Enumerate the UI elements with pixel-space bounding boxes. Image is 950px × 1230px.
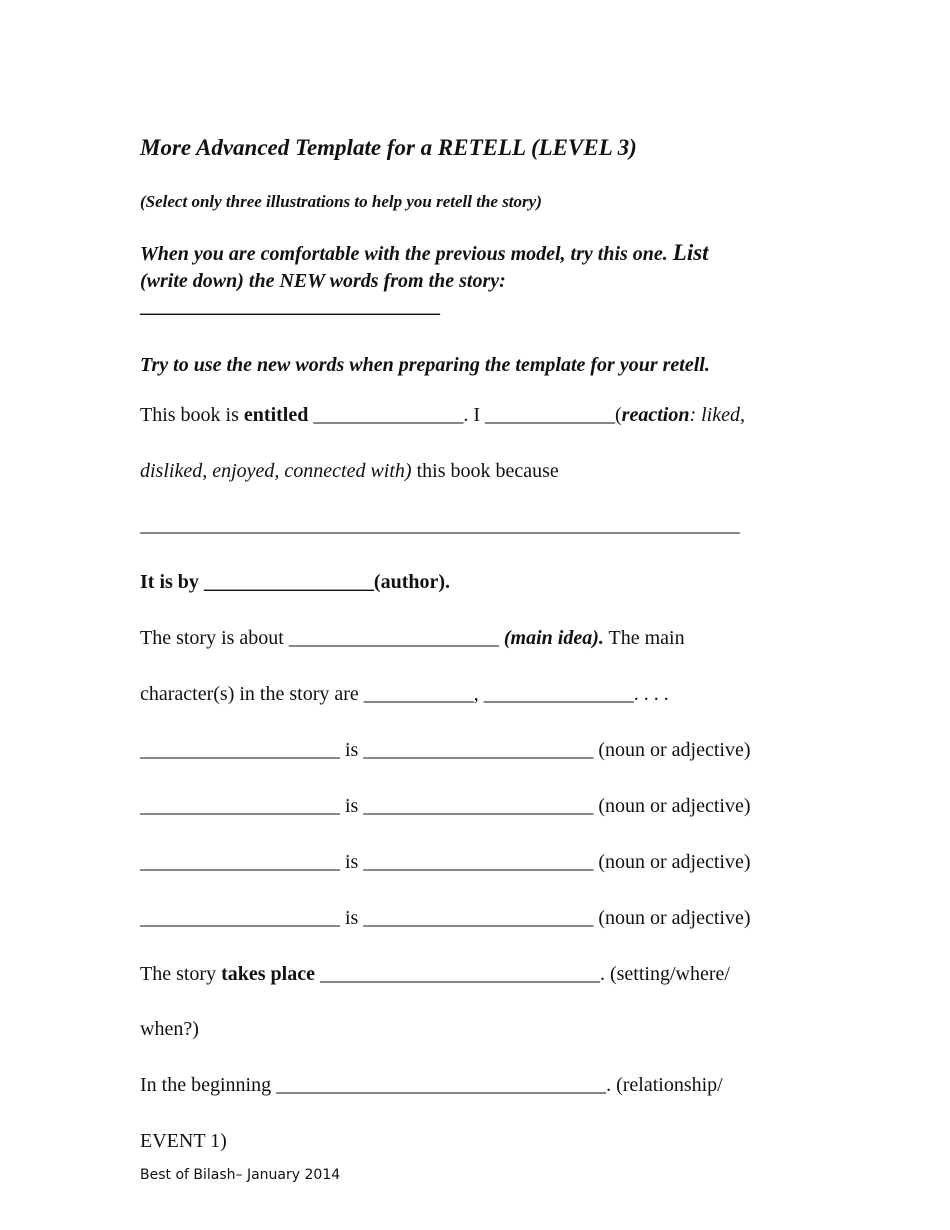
noun-adjective-line: ____________________ is _______________________ (noun or adjective) — [140, 739, 751, 761]
author-line: It is by _________________(author). — [140, 571, 451, 593]
page-title: More Advanced Template for a RETELL (LEVEL 3) — [140, 135, 637, 160]
setting-line: The story takes place ____________________________. (setting/where/ — [140, 963, 730, 985]
page-footer: Best of Bilash– January 2014 — [140, 1167, 341, 1183]
because-blank: ____________________________________________________________ — [140, 514, 740, 536]
characters-line: character(s) in the story are ___________, _______________. . . . — [140, 683, 669, 705]
intro-line-2: (write down) the NEW words from the story: — [140, 270, 506, 292]
main-idea-line: The story is about _____________________ (main idea). The main — [140, 627, 685, 649]
event-label: EVENT 1) — [140, 1130, 227, 1152]
instruction-subtitle: (Select only three illustrations to help you retell the story) — [140, 192, 542, 211]
beginning-line: In the beginning _________________________________. (relationship/ — [140, 1074, 723, 1096]
reaction-line: disliked, enjoyed, connected with) this book because — [140, 460, 559, 482]
noun-adjective-line: ____________________ is _______________________ (noun or adjective) — [140, 851, 751, 873]
noun-adjective-line: ____________________ is _______________________ (noun or adjective) — [140, 795, 751, 817]
book-title-line: This book is entitled _______________. I _____________(reaction: liked, — [140, 404, 745, 426]
intro-line-1: When you are comfortable with the previous model, try this one. List — [140, 240, 709, 265]
new-words-blank: ______________________________ — [140, 295, 440, 317]
noun-adjective-line: ____________________ is _______________________ (noun or adjective) — [140, 907, 751, 929]
setting-line-cont: when?) — [140, 1018, 199, 1040]
tip-line: Try to use the new words when preparing the template for your retell. — [140, 354, 710, 376]
